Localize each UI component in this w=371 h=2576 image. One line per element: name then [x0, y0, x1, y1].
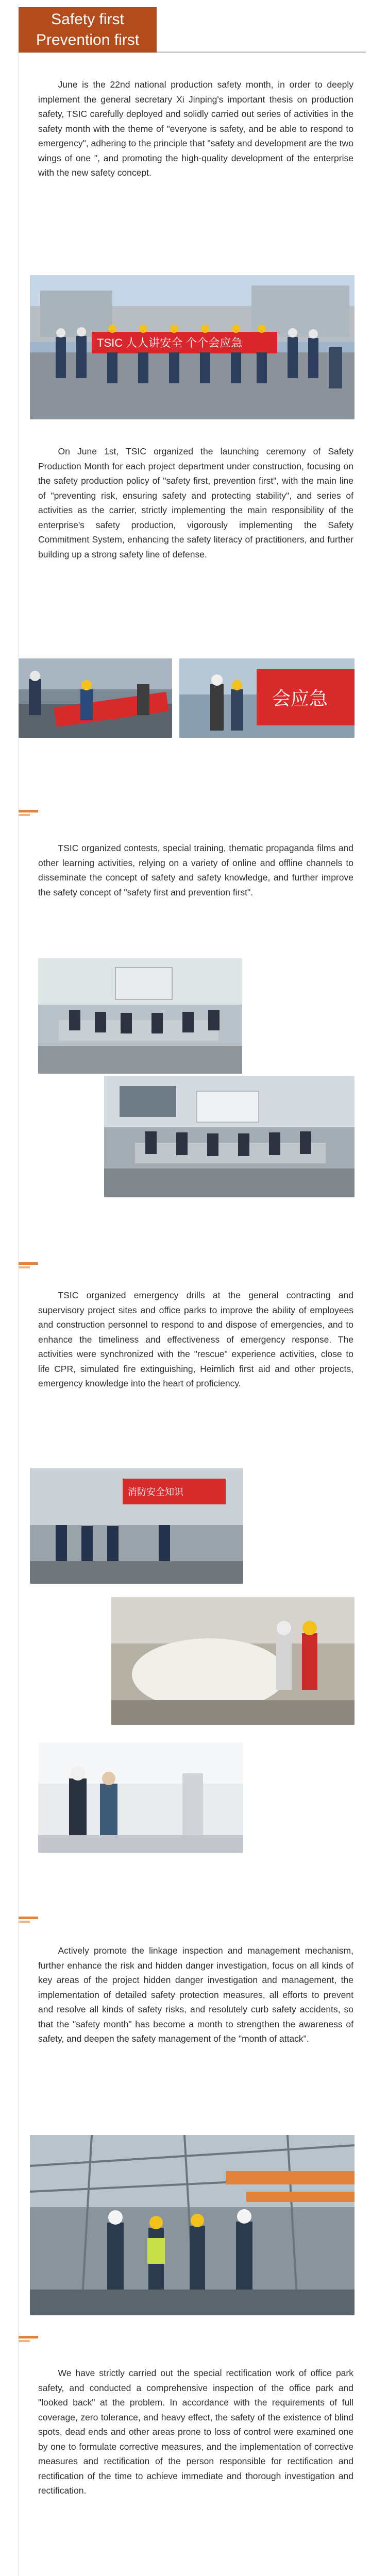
photo-site-inspection: [30, 2135, 355, 2315]
title-underline: [157, 52, 366, 53]
photo-training-room-2: [104, 1076, 355, 1197]
title-line-2: Prevention first: [36, 31, 140, 48]
photo-fire-extinguisher-drill: [111, 1597, 355, 1725]
photo-training-room-1: [38, 958, 242, 1074]
title-line-1: Safety first: [51, 11, 124, 28]
paragraph-office-park: We have strictly carried out the special rectification work of office park safety, and conducted a comprehensive inspection of the office park and "looked back" at the problem. In accordance with the requirements of full coverage, zero tolerance, and heavy effect, the safety of the existence of blind spots, dead ends and other areas prone to loss of control were examined one by one to formulate corrective measures, and the implementation of corrective measures and rectification of the person responsible for rectification and rectification of the time to achieve immediate and thorough investigation and rectification.: [38, 2368, 353, 2496]
banner-right-text: 会应急: [272, 688, 328, 709]
paragraph-training: TSIC organized contests, special training, thematic propaganda films and other learning activities, relying on a variety of online and offline channels to disseminate the concept of safety and safety knowledge, and further improve the safety concept of "safety first and prevention first".: [38, 843, 353, 897]
paragraph-launch: On June 1st, TSIC organized the launching ceremony of Safety Production Month for each project department under construction, focusing on the safety production policy of "safety first, prevention first", with the main line of "preventing risk, ensuring safety and protecting stability", and series of activities as the carrier, strictly implementing the main responsibility of the enterprise's safety production, vigorously implementing the Safety Commitment System, enhancing the safety literacy of practitioners, and further building up a strong safety line of defense.: [38, 446, 353, 560]
section-divider-4: [19, 2336, 38, 2343]
section-divider-1: [19, 810, 38, 817]
section-divider-3: [19, 1917, 38, 1924]
article-frame: [19, 7, 366, 2576]
banner-text: TSIC 人人讲安全 个个会应急: [97, 336, 243, 349]
photo-signing-banner: [19, 658, 172, 738]
sign-text: 消防安全知识: [128, 1487, 183, 1497]
paragraph-drills: TSIC organized emergency drills at the general contracting and supervisory project sites and office parks to improve the ability of employees and construction personnel to respond to and dispose of emergencies, and to enhance the timeliness and effectiveness of emergency response. The activities were synchronized with the "rescue" experience activities, close to life CPR, simulated fire extinguishing, Heimlich first aid and other projects, emergency knowledge into the heart of proficiency.: [38, 1290, 353, 1388]
photo-first-aid-demo: [38, 1742, 243, 1853]
page-title: [19, 7, 157, 53]
section-divider-2: [19, 1262, 38, 1269]
paragraph-intro: June is the 22nd national production safety month, in order to deeply implement the general secretary Xi Jinping's important thesis on production safety, TSIC carefully deployed and solidly carried out series of activities in the safety month with the theme of "everyone is safety, and be able to respond to emergency", adhering to the principle that "safety and development are the two wings of one ", and promoting the high-quality development of the enterprise with the new safety concept.: [38, 79, 353, 178]
photo-ceremony-group: [30, 275, 355, 419]
photo-drill-group: [30, 1468, 243, 1584]
paragraph-inspection: Actively promote the linkage inspection and management mechanism, further enhance the risk and hidden danger investigation, focus on all kinds of key areas of the project hidden danger investigation and management, the implementation of detailed safety protection measures, all efforts to prevent and resolve all kinds of safety risks, and resolutely curb safety accidents, so that the "safety month" has become a month to strengthen the awareness of safety, and deepen the safety management of the "month of attack".: [38, 1945, 353, 2044]
photo-banner-closeup: [179, 658, 355, 738]
